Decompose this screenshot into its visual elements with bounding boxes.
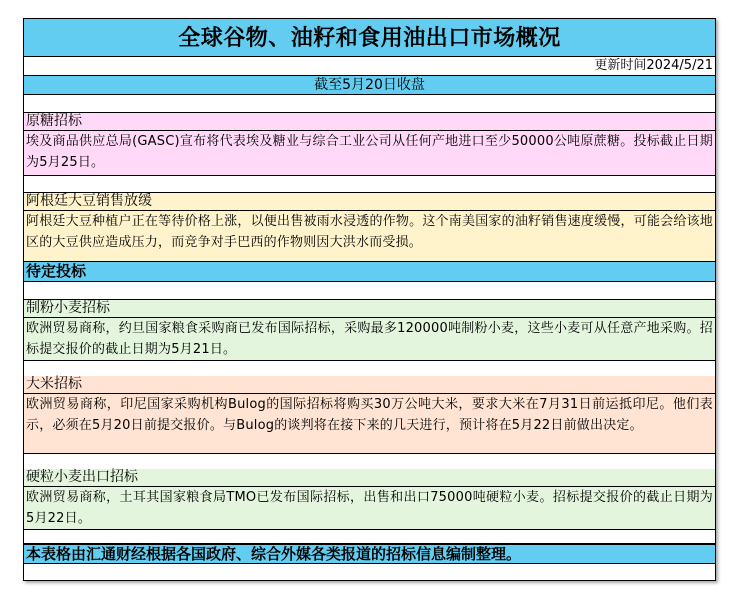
section-heading-milling-wheat: 制粉小麦招标	[24, 300, 715, 318]
spacer-row	[24, 529, 715, 544]
report-sheet	[23, 18, 716, 581]
section-body-argentina-soybeans: 阿根廷大豆种植户正在等待价格上涨，以便出售被雨水浸透的作物。这个南美国家的油籽销售速度缓慢，可能会给该地区的大豆供应造成压力，而竞争对手巴西的作物则因大洪水而受损。	[24, 211, 715, 261]
update-timestamp: 更新时间2024/5/21	[594, 58, 713, 73]
page-title: 全球谷物、油籽和食用油出口市场概况	[24, 19, 715, 57]
section-body-milling-wheat: 欧洲贸易商称，约旦国家粮食采购商已发布国际招标，采购最多120000吨制粉小麦，这些小麦可从任意产地采购。招标提交报价的截止日期为5月21日。	[24, 318, 715, 360]
spacer-row	[24, 95, 715, 113]
spacer-row	[24, 564, 715, 581]
pending-tenders-header: 待定投标	[24, 261, 715, 282]
section-heading-raw-sugar: 原糖招标	[24, 113, 715, 131]
spacer-row	[24, 282, 715, 300]
spacer-row	[24, 175, 715, 193]
section-body-raw-sugar: 埃及商品供应总局(GASC)宣布将代表埃及糖业与综合工业公司从任何产地进口至少50000公吨原蔗糖。投标截止日期为5月25日。	[24, 131, 715, 175]
section-heading-rice: 大米招标	[24, 376, 715, 394]
section-body-rice: 欧洲贸易商称，印尼国家采购机构Bulog的国际招标将购买30万公吨大米，要求大米在7月31日前运抵印尼。他们表示，必须在5月20日前提交报价。与Bulog的谈判将在接下来的几天进行，预计将在5月22日前做出决定。	[24, 394, 715, 453]
closing-date-bar: 截至5月20日收盘	[24, 75, 715, 95]
section-heading-durum-wheat: 硬粒小麦出口招标	[24, 469, 715, 487]
section-body-durum-wheat: 欧洲贸易商称，土耳其国家粮食局TMO已发布国际招标，出售和出口75000吨硬粒小麦。招标提交报价的截止日期为5月22日。	[24, 487, 715, 529]
section-heading-argentina-soybeans: 阿根廷大豆销售放缓	[24, 193, 715, 211]
source-note: 本表格由汇通财经根据各国政府、综合外媒各类报道的招标信息编制整理。	[24, 544, 715, 564]
